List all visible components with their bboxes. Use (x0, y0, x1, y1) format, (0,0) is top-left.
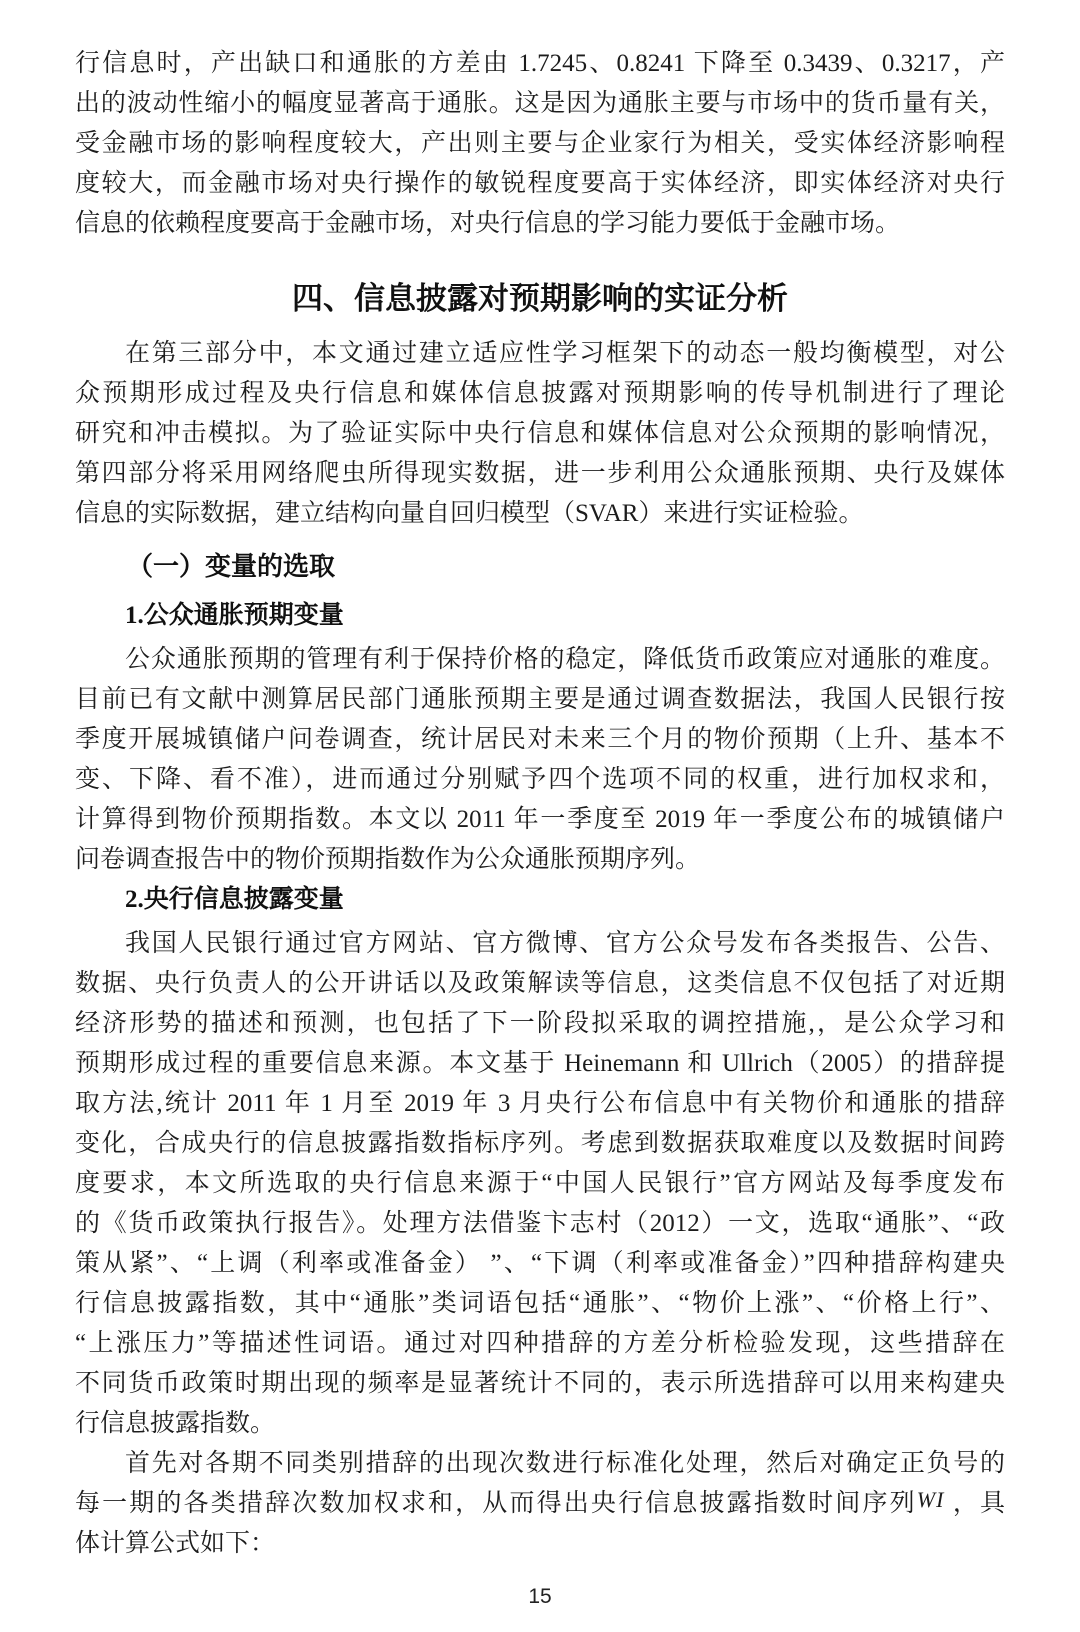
text-line: 数据、央行负责人的公开讲话以及政策解读等信息，这类信息不仅包括了对近期 (75, 970, 1005, 997)
text-segment: 每一期的各类措辞次数加权求和，从而得出央行信息披露指数时间序列 (75, 1490, 917, 1517)
section-heading: 四、信息披露对预期影响的实证分析 (292, 281, 788, 316)
text-line: 体计算公式如下： (75, 1530, 276, 1557)
subsection-heading: （一）变量的选取 (127, 552, 336, 581)
text-line: 出的波动性缩小的幅度显著高于通胀。这是因为通胀主要与市场中的货币量有关， (75, 90, 1005, 117)
text-line: 研究和冲击模拟。为了验证实际中央行信息和媒体信息对公众预期的影响情况， (75, 420, 1005, 447)
text-line: 行信息时，产出缺口和通胀的方差由 1.7245、0.8241 下降至 0.3439、0.3217，产 (75, 50, 1005, 77)
text-line: 第四部分将采用网络爬虫所得现实数据，进一步利用公众通胀预期、央行及媒体 (75, 460, 1005, 487)
paragraph (75, 334, 1005, 534)
numbered-heading: 2.央行信息披露变量 (125, 886, 344, 913)
text-line: 策从紧”、“上调（利率或准备金） ”、“下调（利率或准备金）”四种措辞构建央 (75, 1250, 1005, 1277)
text-line: 经济形势的描述和预测，也包括了下一阶段拟采取的调控措施,，是公众学习和 (75, 1010, 1005, 1037)
paragraph (75, 640, 1005, 880)
text-line: 我国人民银行通过官方网站、官方微博、官方公众号发布各类报告、公告、 (125, 930, 1005, 957)
text-line: 计算得到物价预期指数。本文以 2011 年一季度至 2019 年一季度公布的城镇储户 (75, 806, 1005, 833)
text-line: 信息的依赖程度要高于金融市场，对央行信息的学习能力要低于金融市场。 (75, 210, 901, 237)
math-variable: WI (916, 1487, 945, 1512)
text-line: “上涨压力”等描述性词语。通过对四种措辞的方差分析检验发现，这些措辞在 (75, 1330, 1005, 1357)
text-line: 众预期形成过程及央行信息和媒体信息披露对预期影响的传导机制进行了理论 (75, 380, 1005, 407)
text-line: 度要求，本文所选取的央行信息来源于“中国人民银行”官方网站及每季度发布 (75, 1170, 1005, 1197)
text-line: 变、下降、看不准），进而通过分别赋予四个选项不同的权重，进行加权求和， (75, 766, 1005, 793)
numbered-heading: 1.公众通胀预期变量 (125, 602, 344, 629)
text-segment: ，具 (944, 1490, 1005, 1517)
text-line: 问卷调查报告中的物价预期指数作为公众通胀预期序列。 (75, 846, 701, 873)
text-line: 目前已有文献中测算居民部门通胀预期主要是通过调查数据法，我国人民银行按 (75, 686, 1005, 713)
text-line: 行信息披露指数。 (75, 1410, 276, 1437)
page-number: 15 (528, 1585, 552, 1608)
text-line: 取方法,统计 2011 年 1 月至 2019 年 3 月央行公布信息中有关物价和通胀的措辞 (75, 1090, 1005, 1117)
document-body (75, 44, 1005, 1564)
text-line (75, 1484, 1005, 1524)
text-line: 的《货币政策执行报告》。处理方法借鉴卞志村（2012）一文，选取“通胀”、“政 (75, 1210, 1005, 1237)
paragraph (75, 1444, 1005, 1564)
text-line: 行信息披露指数，其中“通胀”类词语包括“通胀”、“物价上涨”、“价格上行”、 (75, 1290, 1005, 1317)
paragraph (75, 924, 1005, 1444)
text-line: 不同货币政策时期出现的频率是显著统计不同的，表示所选措辞可以用来构建央 (75, 1370, 1005, 1397)
text-line: 首先对各期不同类别措辞的出现次数进行标准化处理，然后对确定正负号的 (125, 1450, 1005, 1477)
text-line: 公众通胀预期的管理有利于保持价格的稳定，降低货币政策应对通胀的难度。 (125, 646, 1005, 673)
text-line: 信息的实际数据，建立结构向量自回归模型（SVAR）来进行实证检验。 (75, 500, 864, 527)
text-line: 受金融市场的影响程度较大，产出则主要与企业家行为相关，受实体经济影响程 (75, 130, 1005, 157)
paragraph (75, 44, 1005, 244)
page-footer (75, 1576, 1005, 1618)
text-line: 变化，合成央行的信息披露指数指标序列。考虑到数据获取难度以及数据时间跨 (75, 1130, 1005, 1157)
text-line: 预期形成过程的重要信息来源。本文基于 Heinemann 和 Ullrich（2005）的措辞提 (75, 1050, 1005, 1077)
text-line: 季度开展城镇储户问卷调查，统计居民对未来三个月的物价预期（上升、基本不 (75, 726, 1005, 753)
text-line: 度较大，而金融市场对央行操作的敏锐程度要高于实体经济，即实体经济对央行 (75, 170, 1005, 197)
text-line: 在第三部分中，本文通过建立适应性学习框架下的动态一般均衡模型，对公 (125, 340, 1005, 367)
